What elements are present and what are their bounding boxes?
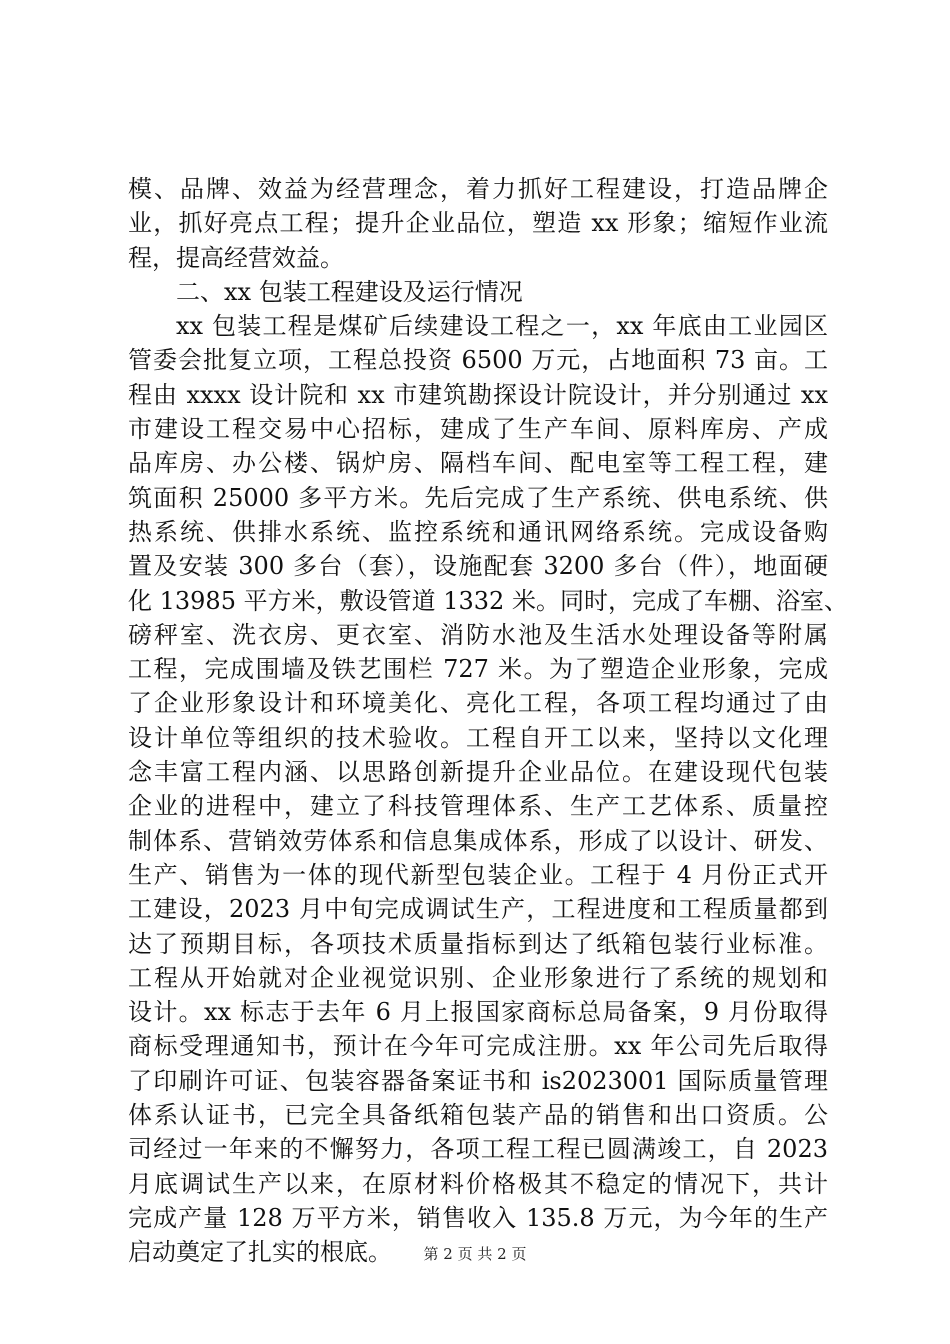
text-line: 制体系、营销效劳体系和信息集成体系，形成了以设计、研发、 <box>128 826 828 855</box>
text-line: 了企业形象设计和环境美化、亮化工程，各项工程均通过了由 <box>128 689 828 718</box>
text-line: 设计单位等组织的技术验收。工程自开工以来，坚持以文化理 <box>128 723 828 752</box>
text-line: 了印刷许可证、包装容器备案证书和 is2023001 国际质量管理 <box>128 1066 828 1095</box>
text-line: 体系认证书，已完全具备纸箱包装产品的销售和出口资质。公 <box>128 1101 828 1130</box>
text-line: 置及安装 300 多台（套），设施配套 3200 多台（件），地面硬 <box>128 552 828 581</box>
text-line: 业，抓好亮点工程；提升企业品位，塑造 xx 形象；缩短作业流 <box>128 209 828 238</box>
text-line: 生产、销售为一体的现代新型包装企业。工程于 4 月份正式开 <box>128 860 828 889</box>
paragraph-continuation <box>128 172 828 275</box>
text-line: 磅秤室、洗衣房、更衣室、消防水池及生活水处理设备等附属 <box>128 620 828 649</box>
text-line: 设计。xx 标志于去年 6 月上报国家商标总局备案，9 月份取得 <box>128 998 828 1027</box>
page-number-footer: 第 2 页 共 2 页 <box>423 1245 527 1263</box>
section-heading: 二、xx 包装工程建设及运行情况 <box>176 277 523 306</box>
text-line: 商标受理通知书，预计在今年可完成注册。xx 年公司先后取得 <box>128 1032 828 1061</box>
text-line: 完成产量 128 万平方米，销售收入 135.8 万元，为今年的生产 <box>128 1203 828 1232</box>
text-line: 达了预期目标，各项技术质量指标到达了纸箱包装行业标准。 <box>128 929 828 958</box>
text-line: 热系统、供排水系统、监控系统和通讯网络系统。完成设备购 <box>128 517 828 546</box>
text-line: 工建设，2023 月中旬完成调试生产，工程进度和工程质量都到 <box>128 895 828 924</box>
text-line: 启动奠定了扎实的根底。 <box>128 1238 392 1267</box>
text-line: xx 包装工程是煤矿后续建设工程之一，xx 年底由工业园区 <box>176 312 828 341</box>
text-line: 企业的进程中，建立了科技管理体系、生产工艺体系、质量控 <box>128 792 828 821</box>
text-line: 筑面积 25000 多平方米。先后完成了生产系统、供电系统、供 <box>128 483 828 512</box>
text-line: 化 13985 平方米，敷设管道 1332 米。同时，完成了车棚、浴室、 <box>128 586 848 615</box>
text-line: 市建设工程交易中心招标，建成了生产车间、原料库房、产成 <box>128 415 828 444</box>
text-line: 工程，完成围墙及铁艺围栏 727 米。为了塑造企业形象，完成 <box>128 655 828 684</box>
text-line: 工程从开始就对企业视觉识别、企业形象进行了系统的规划和 <box>128 963 828 992</box>
text-line: 司经过一年来的不懈努力，各项工程工程已圆满竣工，自 2023 <box>128 1135 828 1164</box>
text-line: 月底调试生产以来，在原材料价格极其不稳定的情况下，共计 <box>128 1169 828 1198</box>
text-line: 模、品牌、效益为经营理念，着力抓好工程建设，打造品牌企 <box>128 175 828 203</box>
text-line: 念丰富工程内涵、以思路创新提升企业品位。在建设现代包装 <box>128 758 828 787</box>
text-line: 管委会批复立项，工程总投资 6500 万元，占地面积 73 亩。工 <box>128 346 828 375</box>
text-line: 品库房、办公楼、锅炉房、隔档车间、配电室等工程工程，建 <box>128 449 828 478</box>
document-body <box>128 172 848 1270</box>
paragraph-project-overview <box>128 309 848 1269</box>
text-line: 程，提高经营效益。 <box>128 243 344 272</box>
text-line: 程由 xxxx 设计院和 xx 市建筑勘探设计院设计，并分别通过 xx <box>128 380 828 409</box>
